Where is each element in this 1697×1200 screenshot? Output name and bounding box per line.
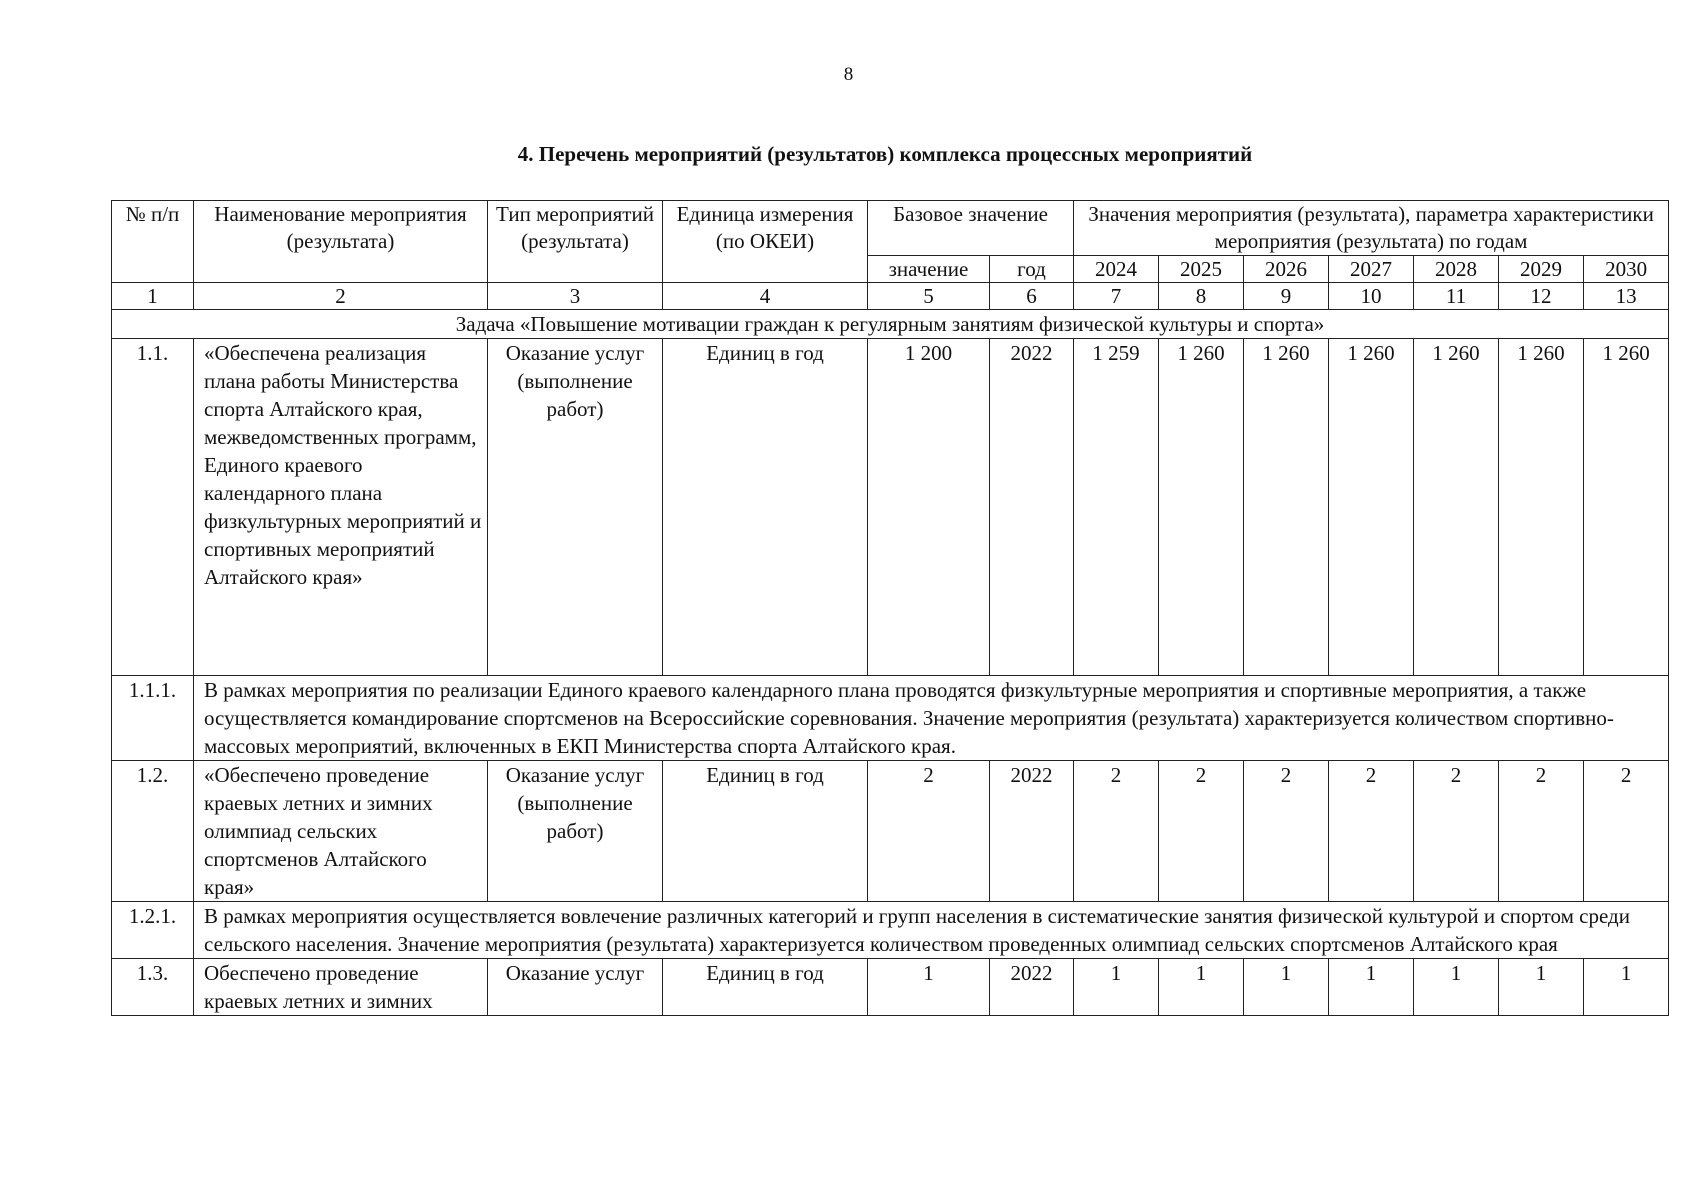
row-value: 1 260	[1499, 339, 1584, 676]
row-value: 1 260	[1244, 339, 1329, 676]
row-name: «Обеспечена реализация плана работы Министерства спорта Алтайского края, межведомственных программ, Единого краевого календарного плана физкультурных мероприятий и спортивных мероприятий Алтайского края»	[194, 339, 488, 676]
header-year: 2030	[1584, 256, 1669, 283]
header-year: 2027	[1329, 256, 1414, 283]
header-type: Тип мероприятий (результата)	[488, 201, 663, 283]
table-row	[112, 339, 1669, 676]
row-name: Обеспечено проведение краевых летних и зимних	[194, 959, 488, 1016]
row-value: 1	[1074, 959, 1159, 1016]
column-number: 11	[1414, 283, 1499, 310]
row-base-value: 1	[868, 959, 990, 1016]
table-row	[112, 761, 1669, 902]
row-value: 1 259	[1074, 339, 1159, 676]
row-type: Оказание услуг (выполнение работ)	[488, 339, 663, 676]
header-year: 2024	[1074, 256, 1159, 283]
column-number: 9	[1244, 283, 1329, 310]
row-type: Оказание услуг (выполнение работ)	[488, 761, 663, 902]
row-base-year: 2022	[990, 761, 1074, 902]
task-row	[112, 310, 1669, 339]
column-number: 13	[1584, 283, 1669, 310]
column-number: 2	[194, 283, 488, 310]
column-number: 3	[488, 283, 663, 310]
task-title: Задача «Повышение мотивации граждан к регулярным занятиям физической культуры и спорта»	[112, 310, 1669, 339]
header-unit: Единица измерения (по ОКЕИ)	[663, 201, 868, 283]
row-num: 1.1.1.	[112, 676, 194, 761]
column-number: 8	[1159, 283, 1244, 310]
description-row	[112, 902, 1669, 959]
column-number: 5	[868, 283, 990, 310]
row-value: 1	[1159, 959, 1244, 1016]
row-value: 1	[1244, 959, 1329, 1016]
row-unit: Единиц в год	[663, 339, 868, 676]
header-name: Наименование мероприятия (результата)	[194, 201, 488, 283]
row-value: 2	[1244, 761, 1329, 902]
row-type: Оказание услуг	[488, 959, 663, 1016]
row-value: 2	[1159, 761, 1244, 902]
row-value: 1	[1329, 959, 1414, 1016]
page-number: 8	[843, 64, 854, 85]
row-value: 1 260	[1329, 339, 1414, 676]
column-number: 10	[1329, 283, 1414, 310]
header-year: 2025	[1159, 256, 1244, 283]
row-value: 1	[1499, 959, 1584, 1016]
row-base-value: 1 200	[868, 339, 990, 676]
row-description: В рамках мероприятия осуществляется вовлечение различных категорий и групп населения в систематические занятия физической культурой и спортом среди сельского населения. Значение мероприятия (результата) характеризуется количеством проведенных олимпиад сельских спортсменов Алтайского края	[194, 902, 1669, 959]
row-num: 1.3.	[112, 959, 194, 1016]
row-value: 1 260	[1584, 339, 1669, 676]
row-value: 2	[1329, 761, 1414, 902]
header-row	[112, 201, 1669, 256]
description-row	[112, 676, 1669, 761]
row-unit: Единиц в год	[663, 959, 868, 1016]
header-base-value: значение	[868, 256, 990, 283]
header-num: № п/п	[112, 201, 194, 283]
row-num: 1.2.	[112, 761, 194, 902]
row-value: 2	[1584, 761, 1669, 902]
row-unit: Единиц в год	[663, 761, 868, 902]
measures-table	[111, 200, 1669, 1016]
row-description: В рамках мероприятия по реализации Единого краевого календарного плана проводятся физкультурные мероприятия и спортивные мероприятия, а также осуществляется командирование спортсменов на Всероссийские соревнования. Значение мероприятия (результата) характеризуется количеством спортивно-массовых мероприятий, включенных в ЕКП Министерства спорта Алтайского края.	[194, 676, 1669, 761]
row-base-year: 2022	[990, 959, 1074, 1016]
column-number: 4	[663, 283, 868, 310]
row-value: 2	[1414, 761, 1499, 902]
row-value: 1 260	[1414, 339, 1499, 676]
header-values-by-year: Значения мероприятия (результата), параметра характеристики мероприятия (результата) по годам	[1074, 201, 1669, 256]
header-base-year: год	[990, 256, 1074, 283]
row-base-year: 2022	[990, 339, 1074, 676]
row-value: 1	[1584, 959, 1669, 1016]
column-number: 7	[1074, 283, 1159, 310]
row-value: 2	[1074, 761, 1159, 902]
column-number: 1	[112, 283, 194, 310]
header-base: Базовое значение	[868, 201, 1074, 256]
row-num: 1.2.1.	[112, 902, 194, 959]
column-number: 12	[1499, 283, 1584, 310]
column-number: 6	[990, 283, 1074, 310]
column-numbers-row	[112, 283, 1669, 310]
header-year: 2028	[1414, 256, 1499, 283]
header-year: 2026	[1244, 256, 1329, 283]
row-value: 2	[1499, 761, 1584, 902]
row-name: «Обеспечено проведение краевых летних и зимних олимпиад сельских спортсменов Алтайского края»	[194, 761, 488, 902]
row-base-value: 2	[868, 761, 990, 902]
row-value: 1 260	[1159, 339, 1244, 676]
table-row	[112, 959, 1669, 1016]
row-value: 1	[1414, 959, 1499, 1016]
header-year: 2029	[1499, 256, 1584, 283]
row-num: 1.1.	[112, 339, 194, 676]
section-title: 4. Перечень мероприятий (результатов) комплекса процессных мероприятий	[517, 142, 1253, 166]
